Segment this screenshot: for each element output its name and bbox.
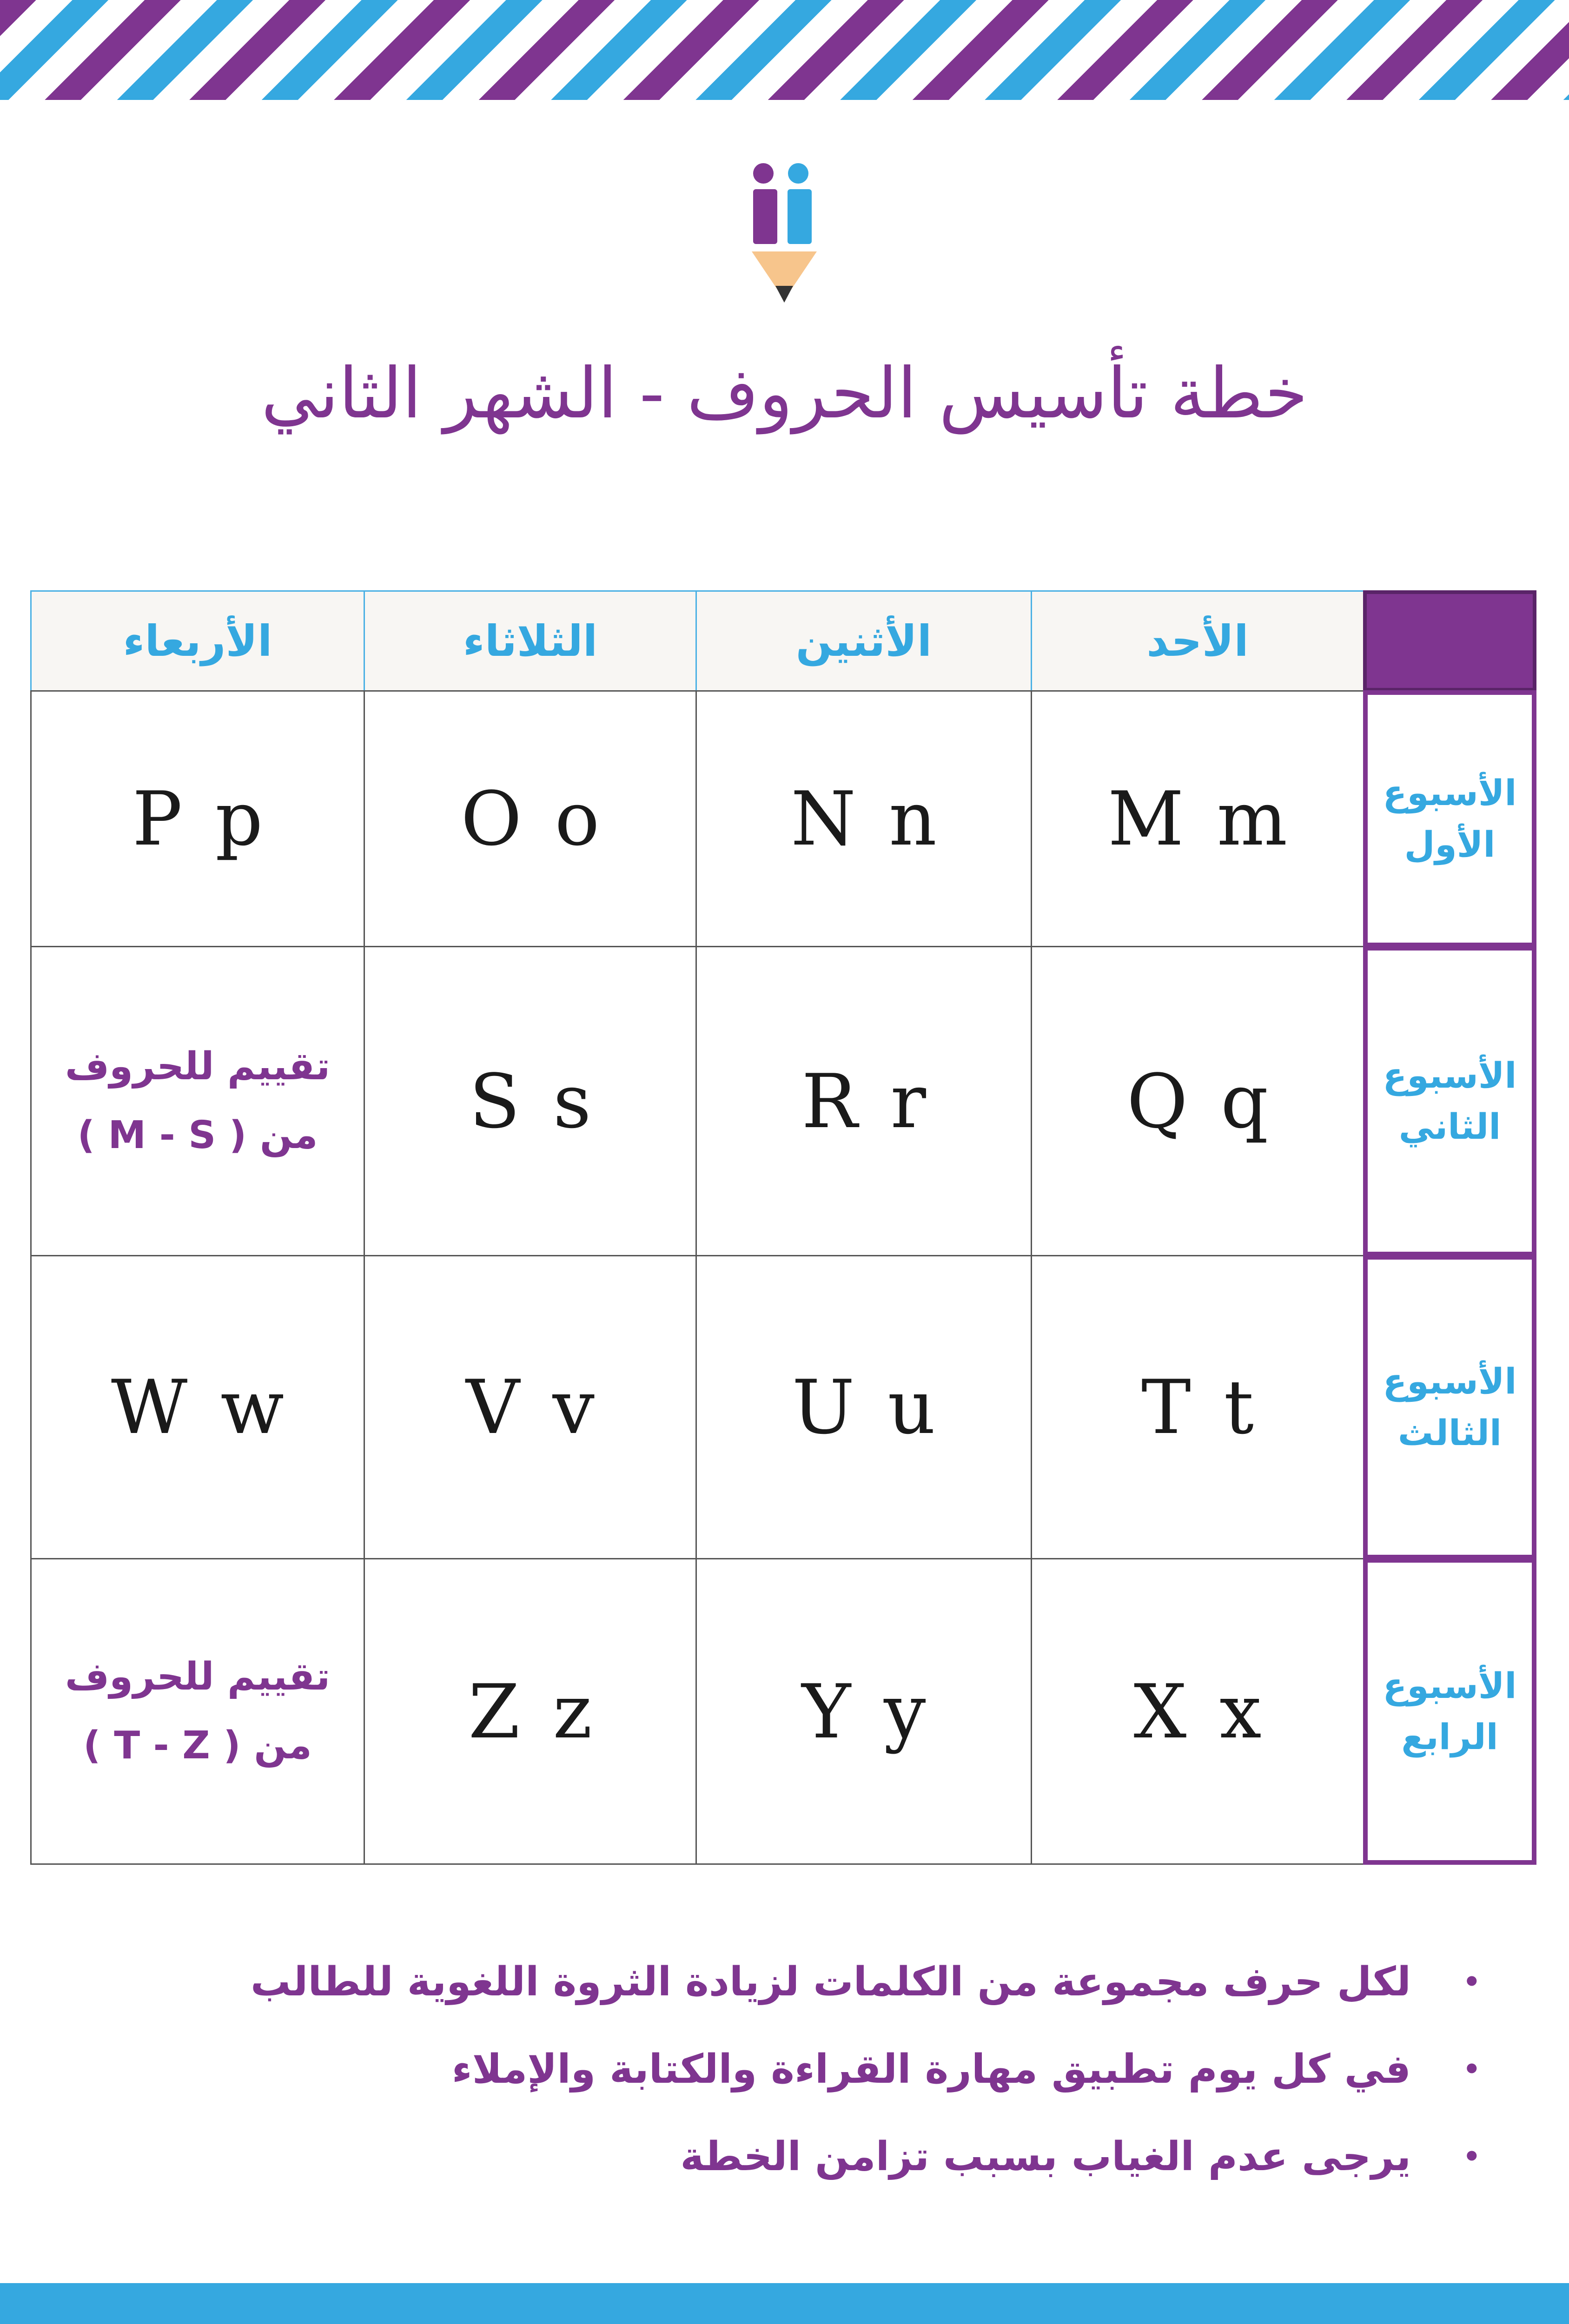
week-label: الأسبوع الأول [1363, 690, 1536, 947]
letter-cell: Z z [364, 1558, 697, 1865]
page-title: خطة تأسيس الحروف - الشهر الثاني [261, 353, 1308, 434]
assessment-range: من ( T - Z ) [83, 1723, 312, 1768]
plan-table [30, 590, 1536, 1865]
notes-list [225, 1938, 1481, 2200]
letter-cell: V v [364, 1255, 697, 1559]
letter-cell: P p [30, 690, 365, 947]
day-header-wednesday: الأربعاء [30, 590, 365, 692]
letter-cell: N n [695, 690, 1032, 947]
letter-cell: X x [1031, 1558, 1364, 1865]
note-text: يرجى عدم الغياب بسبب تزامن الخطة [680, 2133, 1411, 2180]
day-header-tuesday: الثلاثاء [364, 590, 697, 692]
striped-top-banner [0, 0, 1569, 100]
assessment-line: تقييم للحروف [65, 1655, 331, 1699]
bullet-icon: • [1463, 1966, 1481, 1998]
letter-cell: M m [1031, 690, 1364, 947]
bullet-icon: • [1463, 2140, 1481, 2173]
list-item [225, 2113, 1481, 2200]
week-label: الأسبوع الثالث [1363, 1255, 1536, 1559]
week-label: الأسبوع الرابع [1363, 1558, 1536, 1865]
letter-cell: O o [364, 690, 697, 947]
letter-cell: T t [1031, 1255, 1364, 1559]
day-header-monday: الأثنين [695, 590, 1032, 692]
assessment-range: من ( M - S ) [77, 1113, 318, 1157]
pencil-logo-icon [749, 160, 819, 309]
assessment-line: تقييم للحروف [65, 1044, 331, 1089]
header-corner [1363, 590, 1536, 692]
footer-blue-band [0, 2283, 1569, 2324]
note-text: لكل حرف مجموعة من الكلمات لزيادة الثروة اللغوية للطالب [250, 1959, 1411, 2005]
letter-cell: Y y [695, 1558, 1032, 1865]
letter-cell: U u [695, 1255, 1032, 1559]
letter-cell: W w [30, 1255, 365, 1559]
note-text: في كل يوم تطبيق مهارة القراءة والكتابة والإملاء [451, 2046, 1411, 2093]
letter-cell: R r [695, 946, 1032, 1256]
day-header-sunday: الأحد [1031, 590, 1364, 692]
week-label: الأسبوع الثاني [1363, 946, 1536, 1256]
bullet-icon: • [1463, 2053, 1481, 2086]
list-item [225, 2026, 1481, 2113]
assessment-cell [30, 1558, 365, 1865]
letter-cell: Q q [1031, 946, 1364, 1256]
assessment-cell [30, 946, 365, 1256]
letter-cell: S s [364, 946, 697, 1256]
list-item [225, 1938, 1481, 2026]
